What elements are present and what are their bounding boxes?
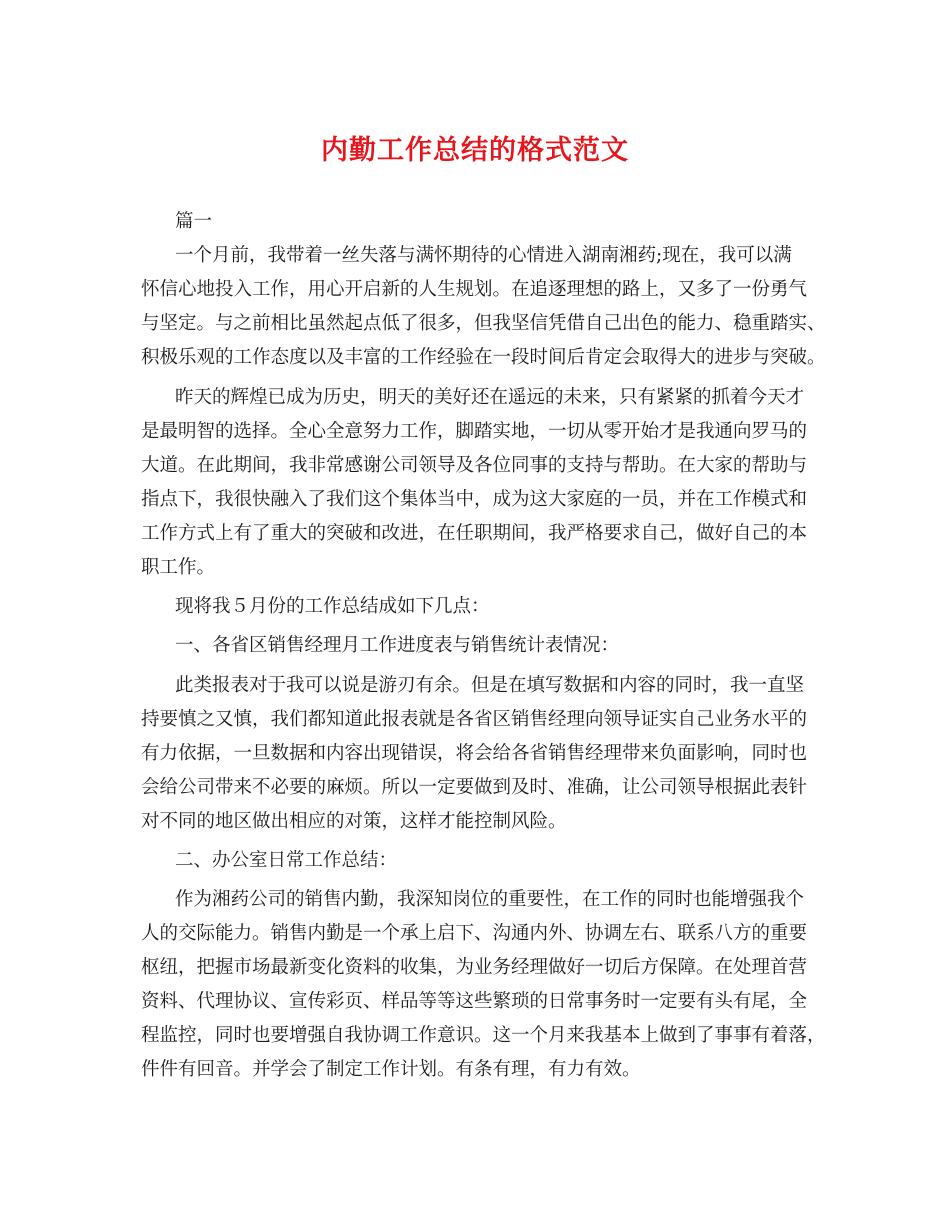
paragraph-line: 积极乐观的工作态度以及丰富的工作经验在一段时间后肯定会取得大的进步与突破。 <box>141 347 826 368</box>
paragraph-line: 与坚定。与之前相比虽然起点低了很多，但我坚信凭借自己出色的能力、稳重踏实、 <box>141 313 826 334</box>
paragraph-line: 现将我５月份的工作总结成如下几点： <box>175 596 490 617</box>
paragraph-line: 件件有回音。并学会了制定工作计划。有条有理，有力有效。 <box>141 1059 641 1080</box>
paragraph-line: 对不同的地区做出相应的对策，这样才能控制风险。 <box>141 811 567 832</box>
paragraph-line: 指点下，我很快融入了我们这个集体当中，成为这大家庭的一员，并在工作模式和 <box>141 489 808 510</box>
paragraph-line: 职工作。 <box>141 557 216 578</box>
paragraph-line: 怀信心地投入工作，用心开启新的人生规划。在追逐理想的路上，又多了一份勇气 <box>141 279 808 300</box>
paragraph-line: 会给公司带来不必要的麻烦。所以一定要做到及时、准确，让公司领导根据此表针 <box>141 777 808 798</box>
section-heading-part-one: 篇一 <box>175 211 213 232</box>
paragraph-line: 大道。在此期间，我非常感谢公司领导及各位同事的支持与帮助。在大家的帮助与 <box>141 455 808 476</box>
paragraph-line: 工作方式上有了重大的突破和改进，在任职期间，我严格要求自己，做好自己的本 <box>141 523 808 544</box>
paragraph-line: 此类报表对于我可以说是游刃有余。但是在填写数据和内容的同时，我一直坚 <box>175 675 805 696</box>
section-heading-office: 二、办公室日常工作总结： <box>175 850 398 871</box>
paragraph-line: 作为湘药公司的销售内勤，我深知岗位的重要性，在工作的同时也能增强我个 <box>175 889 805 910</box>
section-heading-reports: 一、各省区销售经理月工作进度表与销售统计表情况： <box>175 635 620 656</box>
paragraph-line: 持要慎之又慎，我们都知道此报表就是各省区销售经理向领导证实自己业务水平的 <box>141 709 808 730</box>
paragraph-line: 程监控，同时也要增强自我协调工作意识。这一个月来我基本上做到了事事有着落， <box>141 1025 826 1046</box>
paragraph-line: 一个月前，我带着一丝失落与满怀期待的心情进入湖南湘药;现在，我可以满 <box>175 245 792 266</box>
document-title: 内勤工作总结的格式范文 <box>321 135 629 166</box>
paragraph-line: 资料、代理协议、宣传彩页、样品等等这些繁琐的日常事务时一定要有头有尾，全 <box>141 991 808 1012</box>
paragraph-line: 是最明智的选择。全心全意努力工作，脚踏实地，一切从零开始才是我通向罗马的 <box>141 421 808 442</box>
paragraph-line: 昨天的辉煌已成为历史，明天的美好还在遥远的未来，只有紧紧的抓着今天才 <box>175 387 805 408</box>
paragraph-line: 人的交际能力。销售内勤是一个承上启下、沟通内外、协调左右、联系八方的重要 <box>141 923 808 944</box>
paragraph-line: 有力依据，一旦数据和内容出现错误，将会给各省销售经理带来负面影响，同时也 <box>141 743 808 764</box>
paragraph-line: 枢纽，把握市场最新变化资料的收集，为业务经理做好一切后方保障。在处理首营 <box>141 957 808 978</box>
